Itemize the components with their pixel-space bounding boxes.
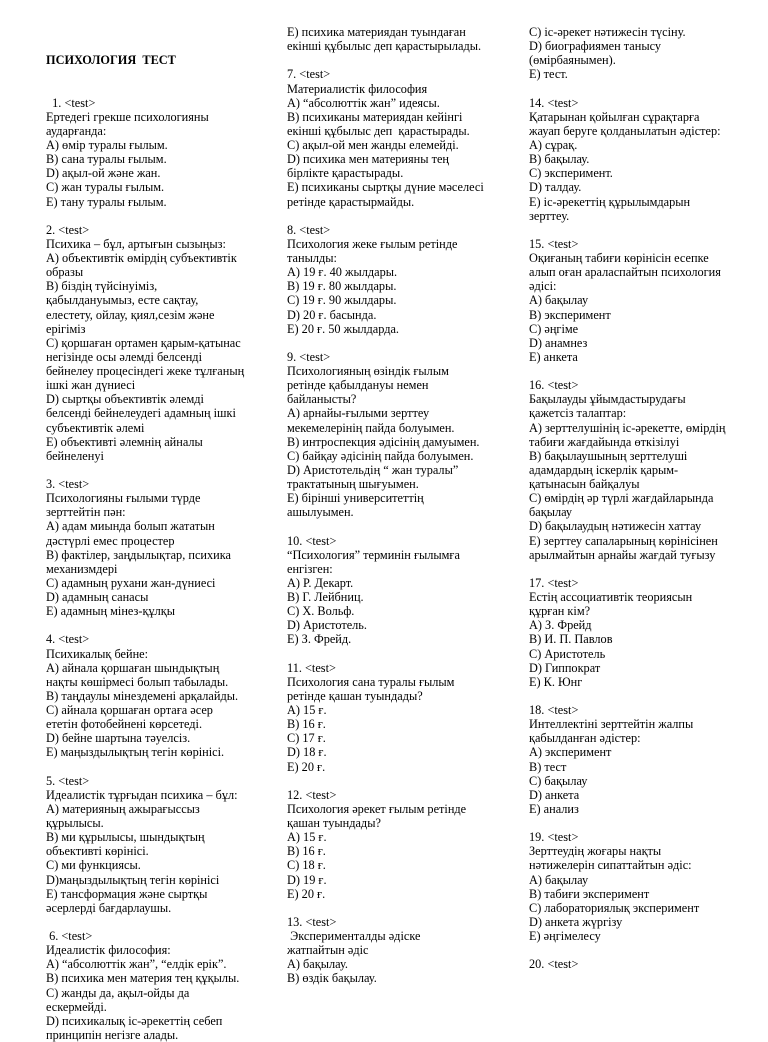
answer-option: C) 18 ғ. [287,858,326,873]
question-block [287,661,519,774]
question-block [529,237,762,364]
text-line: ескермейді. [46,999,107,1014]
question-block [287,915,519,986]
text-line: ететін фотобейнені көрсетеді. [46,717,203,732]
text-line: зерттейтін пән: [46,505,126,520]
text-line: Идеалистік философия: [46,943,171,958]
question-number: 10. <test> [287,533,337,548]
text-line: байланысты? [287,392,357,407]
question-block [287,25,519,53]
text-line: қатынасын байқалуы [529,477,640,491]
answer-option: B) біздің түйсінуіміз, [46,279,158,294]
text-line: (өмірбаянымен). [529,53,616,68]
answer-option: B) Г. Лейбниц. [287,590,364,604]
answer-option: A) “абсолюттік жан”, “елдік ерік”. [46,957,227,972]
text-line: мекемелерінің пайда болуымен. [287,420,455,435]
question-number: 3. <test> [46,477,90,491]
text-line: бейнеленуі [46,448,104,463]
answer-option: A) материяның ажырағыссыз [46,801,200,816]
answer-option: D) анкета жүргізу [529,914,623,929]
answer-option: D) сыртқы объективтік әлемді [46,392,204,407]
text-line: табиғи жағдайында өткізілуі [529,434,680,449]
text-line: “Психология” терминін ғылымға [287,547,460,562]
text-line: Психикалық бейне: [46,646,149,661]
answer-option: D) бақылаудың нәтижесін хаттау [529,519,702,534]
text-line: аударғанда: [46,123,107,138]
text-line: Оқиғаның табиғи көрінісін есепке [529,251,709,265]
text-line: Зерттеудің жоғары нақты [529,844,662,859]
question-number: 5. <test> [46,773,90,788]
text-column-1 [46,25,278,1042]
answer-option: E) объективті әлемнің айналы [46,434,203,449]
answer-option: A) 15 ғ. [287,703,327,717]
answer-option: D) Аристотельдің “ жан туралы” [287,462,459,477]
answer-option: E) бірінші университеттің [287,491,424,506]
text-line: нәтижелерін сипаттайтын әдіс: [529,858,692,873]
question-block [46,223,278,463]
answer-option: E) психика материядан туындаған [287,25,466,39]
text-line: ішкі жан дүниесі [46,378,136,393]
question-number: 8. <test> [287,222,331,237]
answer-option: B) бақылау. [529,152,590,167]
answer-option: D) 18 ғ. [287,745,327,760]
answer-option: A) бақылау. [287,957,348,972]
question-block [46,774,278,915]
question-number: 6. <test> [46,929,93,943]
text-line: Бақылауды ұйымдастырудағы [529,392,686,407]
text-line: Эксперименталды әдіске [287,929,421,943]
answer-option: B) таңдаулы мінездемені арқалайды. [46,688,239,703]
answer-option: A) зерттелушінің іс-әрекетте, өмірдің [529,420,726,435]
answer-option: E) әңгімелесу [529,929,601,943]
question-number: 14. <test> [529,95,579,110]
text-column-2 [287,25,519,986]
question-number: 7. <test> [287,67,331,82]
answer-option: C) лабораториялық эксперимент [529,900,700,915]
text-line: арылмайтын арнайы жағдай туғызу [529,547,716,562]
question-block [529,96,762,223]
answer-option: C) айнала қоршаған ортаға әсер [46,703,213,717]
answer-option: D) психика мен материяны тең [287,152,449,167]
question-block [287,788,519,901]
answer-option: C) әңгіме [529,321,579,336]
question-number: 1. <test> [46,95,96,110]
answer-option: C) Аристотель [529,646,606,661]
answer-option: E) анализ [529,801,579,816]
answer-option: C) өмірдің әр түрлі жағдайларында [529,491,714,506]
text-line: жауап беруге қолданылатын әдістер: [529,123,721,138]
answer-option: D) адамның санасы [46,590,149,604]
text-line: екінші құбылыс деп қарастырады. [287,123,470,138]
text-line: құрылысы. [46,816,104,830]
answer-option: D) Аристотель. [287,618,367,633]
text-column-3 [529,25,762,971]
answer-option: A) эксперимент [529,745,612,760]
answer-option: A) 15 ғ. [287,830,327,845]
answer-option: E) К. Юнг [529,674,583,689]
answer-option: B) сана туралы ғылым. [46,152,167,167]
text-line: танылды: [287,251,337,265]
answer-option: E) 20 ғ. 50 жылдарда. [287,321,399,336]
answer-option: B) психика мен материя тең құқылы. [46,971,240,986]
question-block [46,929,278,1042]
answer-option: A) 19 ғ. 40 жылдары. [287,265,398,280]
question-block [529,25,762,82]
question-block [529,378,762,562]
answer-option: A) З. Фрейд [529,618,592,633]
answer-option: C) байқау әдісінің пайда болуымен. [287,448,474,463]
answer-option: D) биографиямен танысу [529,39,662,54]
answer-option: E) тест. [529,67,568,82]
text-line: принципін негізге алады. [46,1027,179,1042]
answer-option: C) ми функциясы. [46,858,141,873]
question-number: 16. <test> [529,378,579,393]
answer-option: E) маңыздылықтың тегін көрінісі. [46,745,225,760]
answer-option: C) эксперимент. [529,166,613,181]
answer-option: A) өмір туралы ғылым. [46,138,168,152]
text-line: қабылдануымыз, есте сақтау, [46,293,199,308]
text-line: Психика – бұл, артығын сызыңыз: [46,236,226,251]
answer-option: B) тест [529,759,567,774]
answer-option: C) жанды да, ақыл-ойды да [46,985,190,1000]
text-line: субъективтік әлемі [46,420,145,435]
answer-option: A) сұрақ. [529,138,578,152]
answer-option: D)маңыздылықтың тегін көрінісі [46,872,220,887]
question-number: 2. <test> [46,222,90,237]
question-block [46,477,278,618]
test-title: ПСИХОЛОГИЯ ТЕСТ [46,53,176,68]
text-line: Интеллектіні зерттейтін жалпы [529,717,694,732]
answer-option: E) зерттеу сапаларының көрінісінен [529,533,718,548]
answer-option: A) айнала қоршаған шындықтың [46,660,220,675]
answer-option: B) ми құрылысы, шындықтың [46,830,205,845]
answer-option: B) 16 ғ. [287,717,326,732]
text-line: Естің ассоциативтік теориясын [529,590,693,604]
answer-option: D) Гиппократ [529,660,601,675]
text-line: ретінде қарастырмайды. [287,194,415,209]
text-line: бірлікте қарастырады. [287,166,404,181]
answer-option: D) психикалық іс-әрекеттің себеп [46,1013,223,1028]
answer-option: C) Х. Вольф. [287,604,355,619]
answer-option: C) ақыл-ой мен жанды елемейді. [287,138,459,152]
answer-option: E) тансформация және сыртқы [46,886,208,901]
question-block [529,957,762,971]
answer-option: C) жан туралы ғылым. [46,180,165,195]
answer-option: A) арнайы-ғылыми зерттеу [287,406,430,421]
text-line: ашылуымен. [287,505,354,520]
text-line: алып оған араласпайтын психология [529,265,721,280]
text-line: Психологияны ғылыми түрде [46,491,201,506]
text-line: нақты көшірмесі болып табылады. [46,674,229,689]
text-line: объективті көрінісі. [46,844,149,859]
answer-option: B) табиғи эксперимент [529,886,650,901]
answer-option: E) адамның мінез-құлқы [46,604,175,619]
text-line: белсенді бейнелеудегі адамның ішкі [46,406,236,421]
answer-option: A) “абсолюттік жан” идеясы. [287,95,440,110]
question-block [529,576,762,689]
question-block [46,96,278,209]
answer-option: D) ақыл-ой және жан. [46,166,161,181]
answer-option: D) 20 ғ. басында. [287,307,377,322]
answer-option: E) 20 ғ. [287,759,326,774]
question-number: 4. <test> [46,632,90,647]
question-number: 15. <test> [529,236,579,251]
question-number: 17. <test> [529,575,579,590]
answer-option: E) 20 ғ. [287,886,326,901]
answer-option: A) Р. Декарт. [287,575,354,590]
text-line: негізінде осы әлемді белсенді [46,349,202,364]
answer-option: C) адамның рухани жан-дүниесі [46,575,216,590]
answer-option: B) эксперимент [529,307,611,322]
question-number: 19. <test> [529,830,579,845]
text-line: әдісі: [529,279,557,294]
question-block [287,350,519,520]
answer-option: A) бақылау [529,872,589,887]
text-line: Психология сана туралы ғылым [287,674,455,689]
answer-option: B) бақылаушының зерттелуші [529,448,688,463]
answer-option: C) іс-әрекет нәтижесін түсіну. [529,25,686,39]
question-number: 12. <test> [287,787,337,802]
text-line: ретінде қашан туындады? [287,688,423,703]
answer-option: D) 19 ғ. [287,872,327,887]
question-block [529,830,762,943]
answer-option: B) өздік бақылау. [287,971,377,986]
question-number: 9. <test> [287,349,331,364]
answer-option: B) И. П. Павлов [529,632,613,647]
text-line: қабылданған әдістер: [529,731,641,746]
text-line: адамдардың іскерлік қарым- [529,462,679,477]
answer-option: A) бақылау [529,293,589,308]
answer-option: B) 19 ғ. 80 жылдары. [287,279,397,294]
text-line: жатпайтын әдіс [287,943,369,958]
text-line: трактатының шығуымен. [287,477,419,491]
text-line: екінші құбылыс деп қарастырылады. [287,39,482,54]
text-line: Идеалистік тұрғыдан психика – бұл: [46,787,238,802]
answer-option: A) объективтік өмірдің субъективтік [46,251,237,265]
text-line: енгізген: [287,561,333,576]
question-number: 13. <test> [287,914,337,929]
answer-option: D) анамнез [529,335,588,350]
answer-option: D) анкета [529,787,580,802]
answer-option: B) 16 ғ. [287,844,326,859]
answer-option: B) психиканы материядан кейінгі [287,109,463,124]
text-line: әсерлерді бағдарлаушы. [46,900,172,915]
text-line: құрған кім? [529,604,591,619]
text-line: дәстүрлі емес процестер [46,533,175,548]
question-number: 18. <test> [529,703,579,717]
answer-option: E) З. Фрейд. [287,632,352,647]
text-line: механизмдері [46,561,118,576]
text-line: Материалистік философия [287,81,428,96]
text-line: образы [46,265,84,280]
question-number: 11. <test> [287,660,336,675]
text-line: қажетсіз талаптар: [529,406,627,421]
question-block [46,632,278,759]
text-line: Ертедегі грекше психологияны [46,109,209,124]
answer-option: C) бақылау [529,773,588,788]
text-line: қашан туындады? [287,816,381,830]
answer-option: B) интроспекция әдісінің дамуымен. [287,434,480,449]
text-line: бейнелеу процесіндегі жеке тұлғаның [46,364,245,378]
text-line: ерігіміз [46,321,86,336]
answer-option: C) қоршаған ортамен қарым-қатынас [46,335,241,350]
text-line: бақылау [529,505,573,520]
text-line: зерттеу. [529,208,570,223]
answer-option: D) бейне шартына тәуелсіз. [46,731,191,746]
text-line: ретінде қабылдануы немен [287,378,429,393]
text-line: Психология жеке ғылым ретінде [287,236,458,251]
question-number: 20. <test> [529,957,579,972]
answer-option: D) талдау. [529,180,582,195]
question-block [287,223,519,336]
answer-option: C) 17 ғ. [287,731,326,746]
question-block [529,703,762,816]
question-block [287,67,519,208]
text-line: Психологияның өзіндік ғылым [287,364,449,378]
text-line: Психология әрекет ғылым ретінде [287,801,467,816]
answer-option: A) адам миында болып жататын [46,519,215,534]
question-block [287,534,519,647]
text-line: Қатарынан қойылған сұрақтарға [529,109,700,124]
answer-option: B) фактілер, заңдылықтар, психика [46,547,231,562]
answer-option: E) психиканы сыртқы дүние мәселесі [287,180,484,195]
text-line: елестету, ойлау, қиял,сезім және [46,307,215,322]
answer-option: C) 19 ғ. 90 жылдары. [287,293,397,308]
answer-option: E) тану туралы ғылым. [46,194,167,209]
answer-option: E) анкета [529,349,578,364]
answer-option: E) іс-әрекеттің құрылымдарын [529,194,691,209]
